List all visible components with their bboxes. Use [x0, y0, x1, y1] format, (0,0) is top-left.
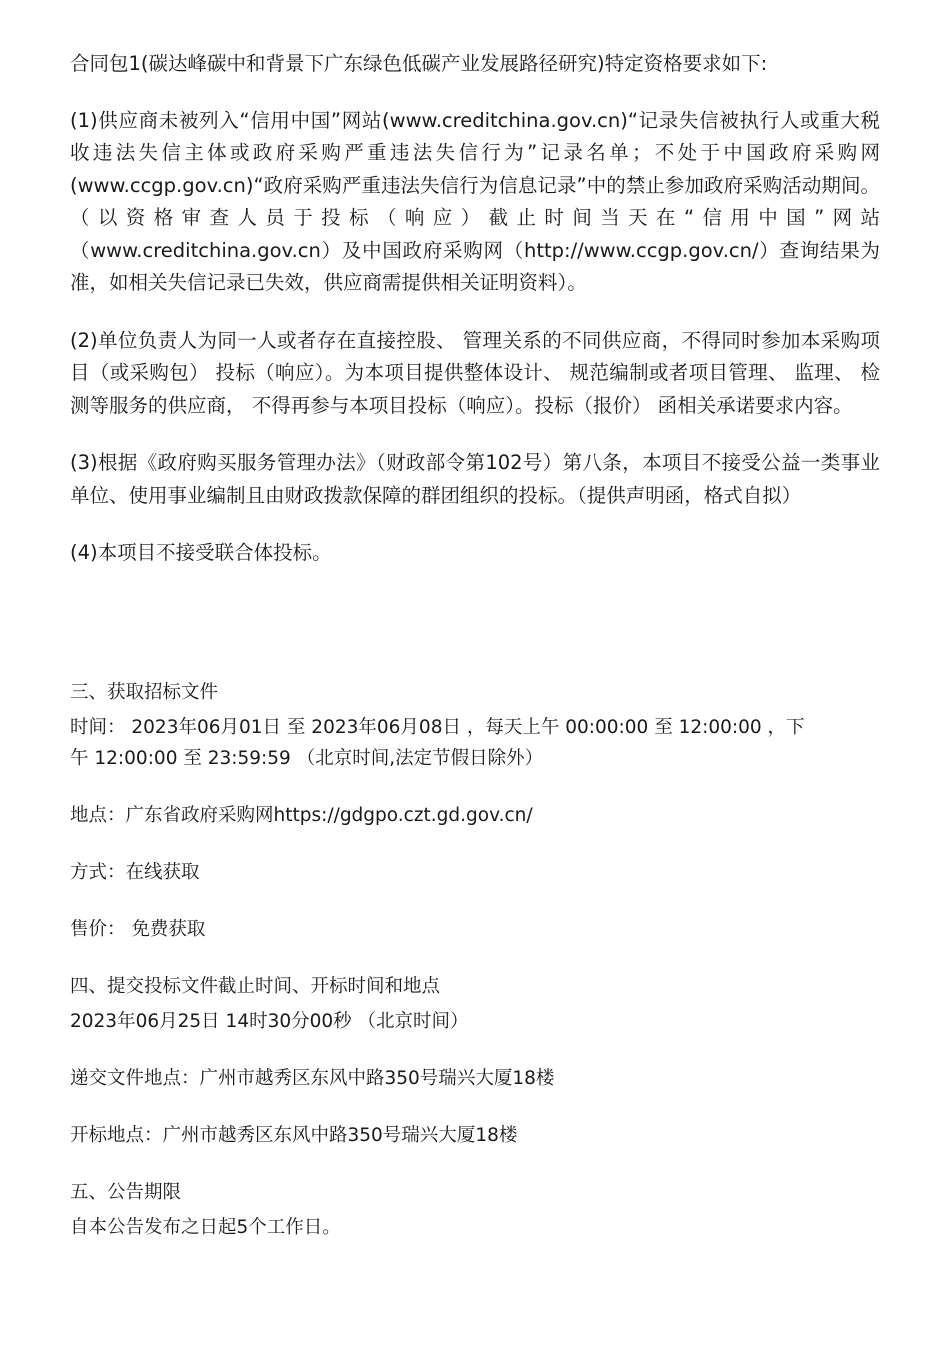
requirement-4: (4)本项目不接受联合体投标。 — [70, 541, 332, 564]
section-3-title: 三、获取招标文件 — [70, 681, 219, 703]
section-4-title: 四、提交投标文件截止时间、开标时间和地点 — [70, 975, 441, 997]
section-3-location: 地点：广东省政府采购网https://gdgpo.czt.gd.gov.cn/ — [70, 804, 533, 826]
requirement-1: (1)供应商未被列入“信用中国”网站(www.creditchina.gov.cn)“记录失信被执行人或重大税收违法失信主体或政府采购严重违法失信行为”记录名单；不处于中国政府采购网(www.ccgp.gov.cn)“政府采购严重违法失信行为信息记录”中的禁止参加政府采购活动期间。（以资格审查人员于投标（响应）截止时间当天在“信用中国”网站（www.creditchina.gov.cn）及中国政府采购网（http://www.ccgp.gov.cn/）查询结果为准，如相关失信记录已失效，供应商需提供相关证明资料）。 — [70, 108, 880, 294]
section-5-content: 自本公告发布之日起5个工作日。 — [70, 1216, 341, 1238]
qualification-intro: 合同包1(碳达峰碳中和背景下广东绿色低碳产业发展路径研究)特定资格要求如下: — [70, 52, 768, 75]
section-4-open-location: 开标地点：广州市越秀区东风中路350号瑞兴大厦18楼 — [70, 1124, 518, 1146]
section-4-submit-location: 递交文件地点：广州市越秀区东风中路350号瑞兴大厦18楼 — [70, 1067, 555, 1089]
section-4-deadline: 2023年06月25日 14时30分00秒 （北京时间） — [70, 1010, 469, 1032]
section-3-price: 售价： 免费获取 — [70, 918, 206, 940]
requirement-3: (3)根据《政府购买服务管理办法》（财政部令第102号）第八条，本项目不接受公益一类事业单位、使用事业编制且由财政拨款保障的群团组织的投标。（提供声明函，格式自拟） — [70, 451, 880, 507]
requirement-2: (2)单位负责人为同一人或者存在直接控股、 管理关系的不同供应商，不得同时参加本采购项目（或采购包） 投标（响应）。为本项目提供整体设计、 规范编制或者项目管理、 监理、 检测等服务的供应商， 不得再参与本项目投标（响应）。投标（报价） 函相关承诺要求内容。 — [70, 328, 880, 417]
section-3-time: 时间： 2023年06月01日 至 2023年06月08日 ，每天上午 00:00:00 至 12:00:00 ，下午 12:00:00 至 23:59:59 （北京时间,法定节假日除外） — [70, 716, 805, 769]
section-3-method: 方式：在线获取 — [70, 861, 200, 883]
section-5-title: 五、公告期限 — [70, 1181, 182, 1203]
